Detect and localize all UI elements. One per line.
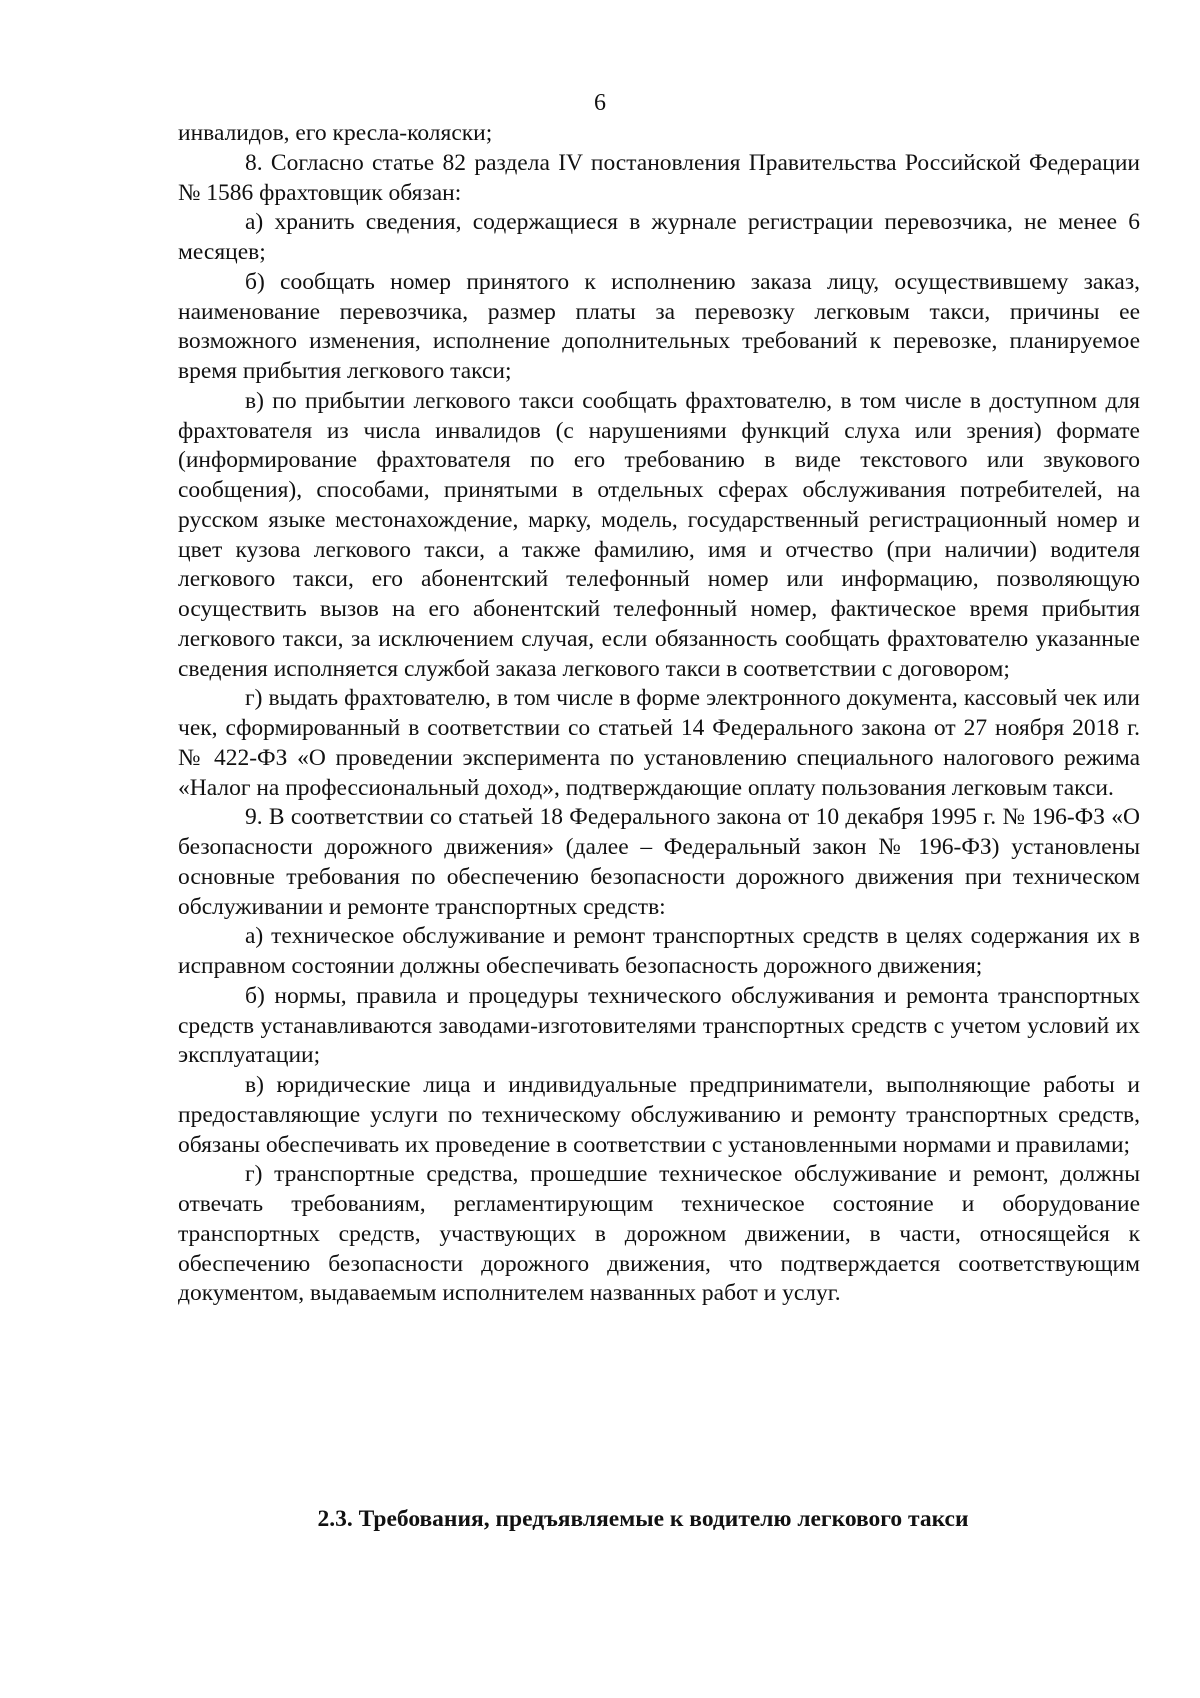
paragraph-9v: в) юридические лица и индивидуальные предприниматели, выполняющие работы и предоставляющие услуги по техническому обслуживанию и ремонту транспортных средств, обязаны обеспечивать их проведение в соответствии с установленными нормами и правилами; [178, 1072, 1140, 1158]
page-number: 6 [594, 90, 606, 116]
paragraph-9b: б) нормы, правила и процедуры технического обслуживания и ремонта транспортных средств устанавливаются заводами-изготовителями транспортных средств с учетом условий их эксплуатации; [178, 982, 1140, 1069]
body-text [178, 119, 1140, 1309]
paragraph-9a: а) техническое обслуживание и ремонт транспортных средств в целях содержания их в исправном состоянии должны обеспечивать безопасность дорожного движения; [178, 923, 1140, 979]
paragraph-item-9: 9. В соответствии со статьей 18 Федерального закона от 10 декабря 1995 г. № 196-ФЗ «О безопасности дорожного движения» (далее – Федеральный закон № 196-ФЗ) установлены основные требования по обеспечению безопасности дорожного движения при техническом обслуживании и ремонте транспортных средств: [178, 804, 1140, 920]
paragraph-8g: г) выдать фрахтователю, в том числе в форме электронного документа, кассовый чек или чек, сформированный в соответствии со статьей 14 Федерального закона от 27 ноября 2018 г. № 422-ФЗ «О проведении эксперимента по установлению специального налогового режима «Налог на профессиональный доход», подтверждающие оплату пользования легковым такси. [178, 685, 1140, 801]
paragraph-continuation: инвалидов, его кресла-коляски; [178, 120, 493, 146]
paragraph-8v: в) по прибытии легкового такси сообщать фрахтователю, в том числе в доступном для фрахтователя из числа инвалидов (с нарушениями функций слуха или зрения) формате (информирование фрахтователя по его требованию в виде текстового или звукового сообщения), способами, принятыми в отдельных сферах обслуживания потребителей, на русском языке местонахождение, марку, модель, государственный регистрационный номер и цвет кузова легкового такси, а также фамилию, имя и отчество (при наличии) водителя легкового такси, его абонентский телефонный номер или информацию, позволяющую осуществить вызов на его абонентский телефонный номер, фактическое время прибытия легкового такси, за исключением случая, если обязанность сообщать фрахтователю указанные сведения исполняется службой заказа легкового такси в соответствии с договором; [178, 387, 1140, 682]
paragraph-8b: б) сообщать номер принятого к исполнению заказа лицу, осуществившему заказ, наименование перевозчика, размер платы за перевозку легковым такси, причины ее возможного изменения, исполнение дополнительных требований к перевозке, планируемое время прибытия легкового такси; [178, 268, 1140, 384]
section-heading: 2.3. Требования, предъявляемые к водителю легкового такси [317, 1506, 969, 1532]
paragraph-8a: а) хранить сведения, содержащиеся в журнале регистрации перевозчика, не менее 6 месяцев; [178, 209, 1140, 265]
paragraph-item-8: 8. Согласно статье 82 раздела IV постановления Правительства Российской Федерации № 1586 фрахтовщик обязан: [178, 149, 1140, 206]
paragraph-9g: г) транспортные средства, прошедшие техническое обслуживание и ремонт, должны отвечать требованиям, регламентирующим техническое состояние и оборудование транспортных средств, участвующих в дорожном движении, в части, относящейся к обеспечению безопасности дорожного движения, что подтверждается соответствующим документом, выдаваемым исполнителем названных работ и услуг. [178, 1161, 1140, 1307]
